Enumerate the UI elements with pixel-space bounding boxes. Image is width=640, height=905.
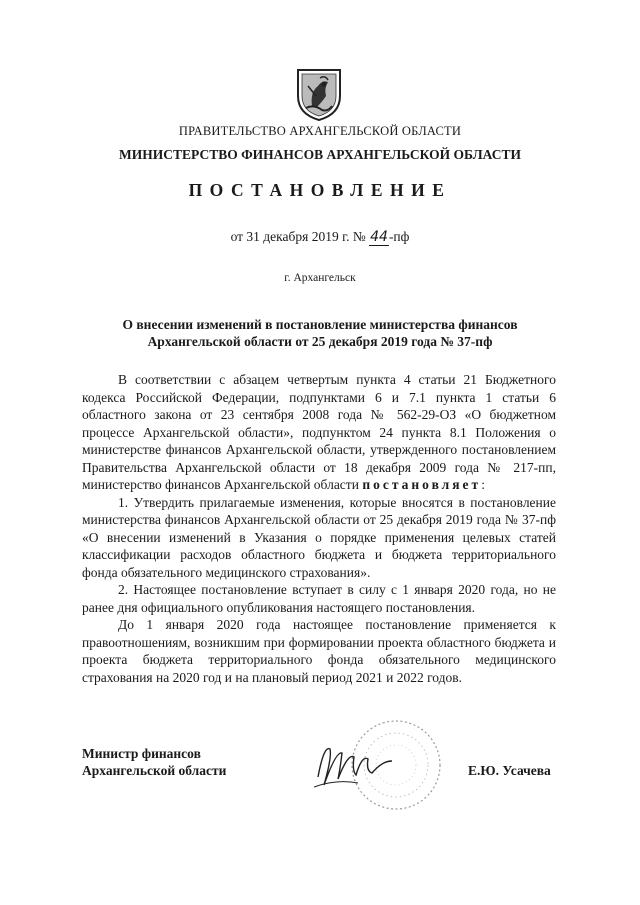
decree-colon: : <box>481 477 485 492</box>
item-3: До 1 января 2020 года настоящее постановление применяется к правоотношениям, возникшим при формировании проекта областного бюджета и проекта бюджета территориального фонда обязательного медицинского страхования на 2020 год и на плановый период 2021 и 2022 годов. <box>82 617 556 685</box>
date-number-line <box>0 229 640 245</box>
document-body <box>82 371 556 686</box>
round-seal-icon <box>352 721 440 809</box>
government-name: ПРАВИТЕЛЬСТВО АРХАНГЕЛЬСКОЙ ОБЛАСТИ <box>178 124 462 138</box>
signer-name: Е.Ю. Усачева <box>468 763 551 778</box>
city: г. Архангельск <box>284 272 356 284</box>
decree-word: постановляет <box>362 477 482 492</box>
item-2: 2. Настоящее постановление вступает в силу с 1 января 2020 года, но не ранее дня официального опубликования настоящего постановления. <box>82 582 556 615</box>
document-title: ПОСТАНОВЛЕНИЕ <box>188 180 452 200</box>
signer-position <box>82 745 226 779</box>
date-prefix: от 31 декабря 2019 г. № <box>230 229 366 244</box>
signer-position-line-1: Министр финансов <box>82 746 201 761</box>
handwritten-signature-icon <box>296 715 476 815</box>
ministry-name: МИНИСТЕРСТВО ФИНАНСОВ АРХАНГЕЛЬСКОЙ ОБЛАСТИ <box>119 147 521 162</box>
number-suffix: -пф <box>388 229 410 244</box>
subject-line-1: О внесении изменений в постановление министерства финансов <box>122 317 518 332</box>
subject-heading <box>0 316 640 350</box>
signer-position-line-2: Архангельской области <box>82 763 227 778</box>
preamble-paragraph <box>82 371 556 494</box>
document-number: 44 <box>370 229 388 245</box>
subject-line-2: Архангельской области от 25 декабря 2019 года № 37-пф <box>147 334 493 349</box>
coat-of-arms-icon <box>292 66 346 122</box>
preamble-text: В соответствии с абзацем четвертым пункта 4 статьи 21 Бюджетного кодекса Российской Федерации, подпунктами 6 и 7.1 пункта 1 статьи 6 областного закона от 23 сентября 2008 года № 562-29-ОЗ «О бюджетном процессе Архангельской области», подпунктом 24 пункта 8.1 Положения о министерстве финансов Архангельской области, утвержденного постановлением Правительства Архангельской области от 18 декабря 2009 года № 217-пп, министерство финансов Архангельской области <box>82 372 556 492</box>
item-1: 1. Утвердить прилагаемые изменения, которые вносятся в постановление министерства финансов Архангельской области от 25 декабря 2019 года № 37-пф «О внесении изменений в Указания о порядке применения целевых статей классификации расходов областного бюджета и бюджета территориального фонда обязательного медицинского страхования». <box>82 494 556 580</box>
